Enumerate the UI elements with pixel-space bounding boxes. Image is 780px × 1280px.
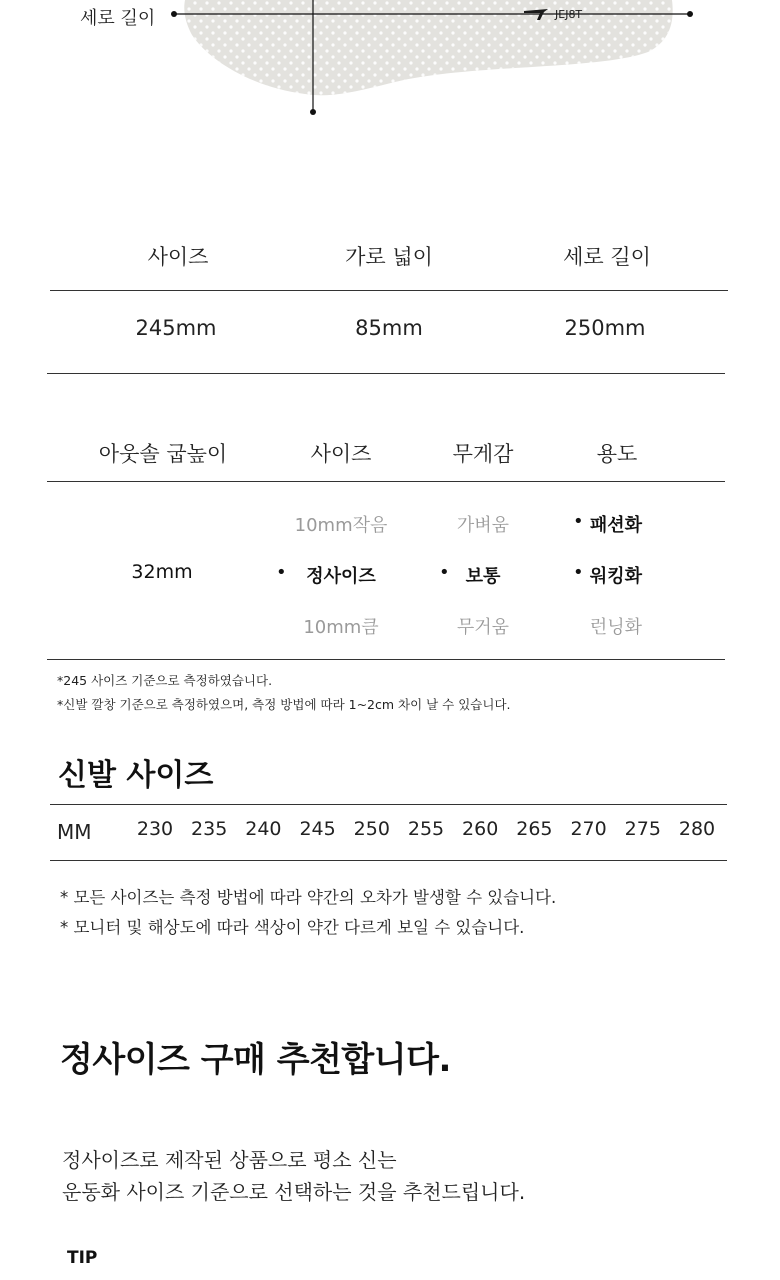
disclaimer: * 모니터 및 해상도에 따라 색상이 약간 다르게 보일 수 있습니다. — [60, 918, 525, 937]
brand-logo-text: JEJ8T — [555, 8, 583, 21]
recommendation-line: 운동화 사이즈 기준으로 선택하는 것을 추천드립니다. — [62, 1180, 526, 1204]
tip-label: TIP — [67, 1248, 98, 1268]
table-divider — [47, 481, 725, 482]
header-fit-size: 사이즈 — [310, 442, 372, 466]
header-length: 세로 길이 — [563, 245, 651, 269]
usage-option-walking: 워킹화 — [589, 566, 643, 587]
usage-option-running: 런닝화 — [589, 617, 643, 638]
header-usage: 용도 — [596, 442, 638, 466]
weight-option-normal: 보통 — [465, 566, 501, 587]
size-value: 250 — [353, 818, 390, 840]
recommendation-headline: 정사이즈 구매 추천합니다. — [60, 1040, 451, 1080]
size-value: 275 — [624, 818, 661, 840]
header-size: 사이즈 — [147, 245, 209, 269]
table-divider — [47, 373, 725, 374]
header-heel-height: 아웃솔 굽높이 — [98, 442, 228, 466]
length-label: 세로 길이 — [80, 8, 156, 29]
usage-option-fashion: 패션화 — [589, 515, 643, 536]
selected-bullet-icon: • — [573, 562, 584, 583]
size-option-larger: 10mm큼 — [303, 617, 379, 638]
heel-height-value: 32mm — [131, 561, 193, 583]
table-divider — [47, 659, 725, 660]
recommendation-line: 정사이즈로 제작된 상품으로 평소 신는 — [62, 1148, 397, 1172]
header-width: 가로 넓이 — [345, 245, 433, 269]
table-divider — [50, 804, 727, 805]
value-length: 250mm — [564, 316, 646, 340]
weight-option-light: 가벼움 — [456, 515, 510, 536]
disclaimer: * 모든 사이즈는 측정 방법에 따라 약간의 오차가 발생할 수 있습니다. — [60, 888, 557, 907]
size-value: 280 — [678, 818, 716, 840]
size-value: 270 — [570, 818, 607, 840]
selected-bullet-icon: • — [439, 562, 450, 583]
value-size: 245mm — [135, 316, 217, 340]
size-unit-label: MM — [57, 820, 92, 844]
size-value: 240 — [245, 818, 282, 840]
size-option-true-to-size: 정사이즈 — [306, 566, 376, 587]
size-value: 245 — [299, 818, 336, 840]
size-value: 260 — [462, 818, 499, 840]
weight-option-heavy: 무거움 — [456, 617, 510, 638]
size-option-smaller: 10mm작음 — [294, 515, 388, 536]
measure-note: *신발 깔창 기준으로 측정하였으며, 측정 방법에 따라 1~2cm 차이 날 수 있습니다. — [57, 697, 511, 712]
selected-bullet-icon: • — [276, 562, 287, 583]
value-width: 85mm — [355, 316, 423, 340]
table-divider — [50, 290, 728, 291]
measure-note: *245 사이즈 기준으로 측정하였습니다. — [57, 673, 273, 688]
table-divider — [50, 860, 727, 861]
size-value: 230 — [136, 818, 174, 840]
size-value: 235 — [191, 818, 228, 840]
header-weight: 무게감 — [452, 442, 514, 466]
section-title-shoe-size: 신발 사이즈 — [58, 758, 214, 793]
size-value: 265 — [516, 818, 553, 840]
size-value: 255 — [407, 818, 445, 840]
selected-bullet-icon: • — [573, 511, 584, 532]
